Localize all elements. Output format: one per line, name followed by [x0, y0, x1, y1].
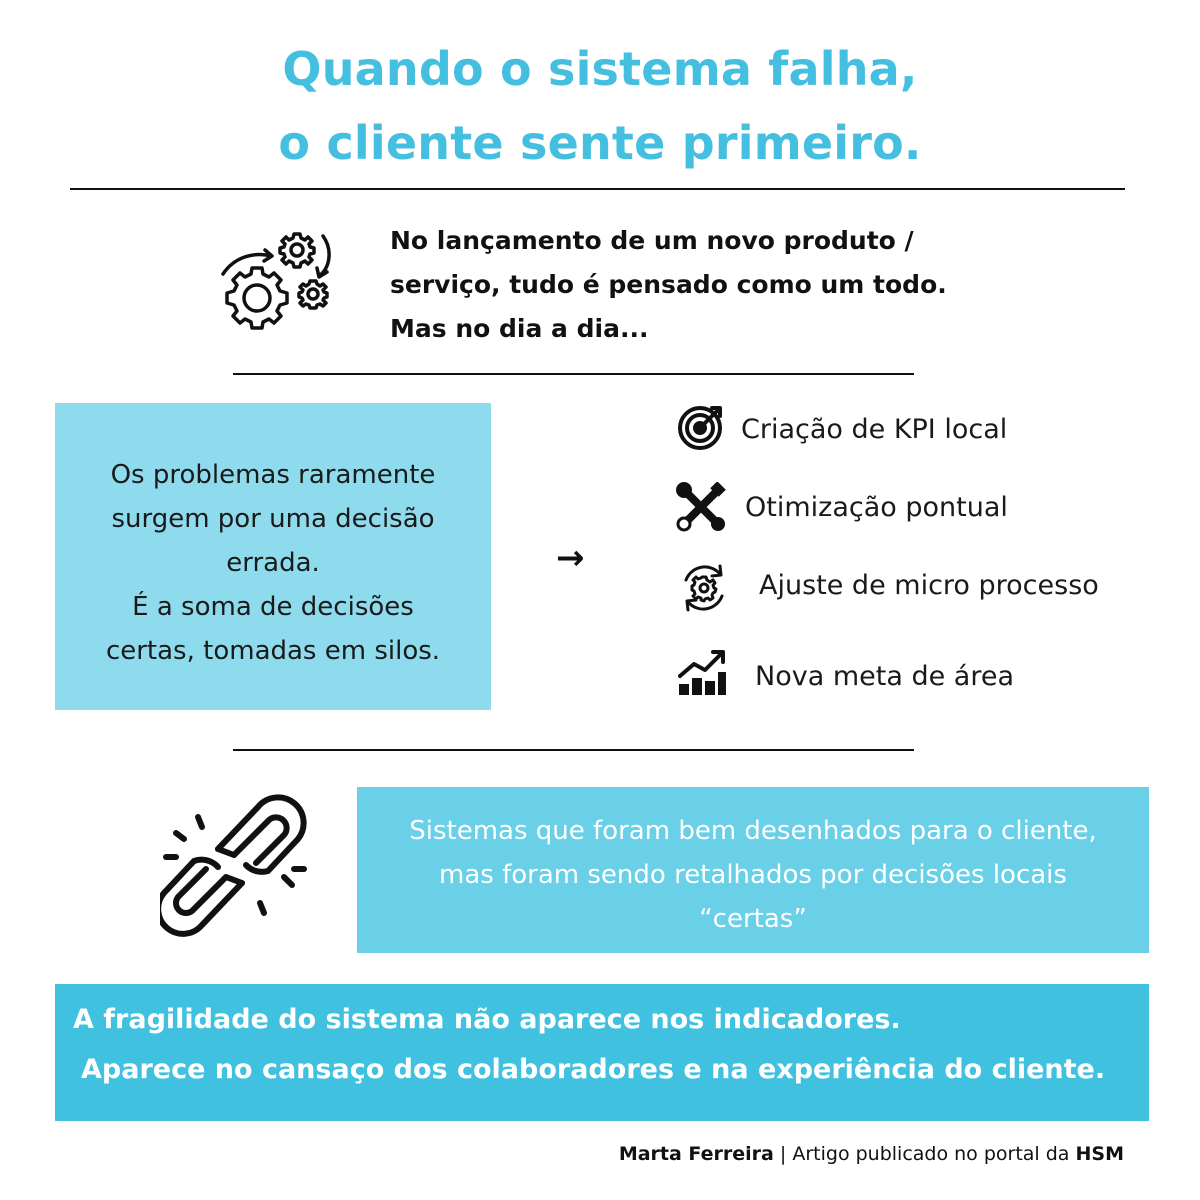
list-divider [233, 749, 914, 751]
conclusion-line-1: A fragilidade do sistema não aparece nos indicadores. [73, 1004, 901, 1035]
growth-chart-icon [677, 648, 727, 696]
gear-cycle-icon [676, 560, 732, 616]
broken-chain-line-2: mas foram sendo retalhados por decisões locais [439, 860, 1067, 890]
title-divider [70, 188, 1125, 190]
target-icon [676, 402, 726, 452]
conclusion-line-2: Aparece no cansaço dos colaboradores e na experiência do cliente. [81, 1054, 1106, 1085]
intro-line-2: serviço, tudo é pensado como um todo. [390, 270, 947, 299]
action-label-micro-process: Ajuste de micro processo [759, 570, 1099, 601]
problem-line-5: certas, tomadas em silos. [105, 636, 441, 666]
broken-chain-line-3: “certas” [699, 904, 807, 934]
broken-chain-line-1: Sistemas que foram bem desenhados para o cliente, [409, 816, 1097, 846]
problem-text [55, 453, 491, 673]
footer-credit [619, 1143, 1124, 1165]
footer-outlet: HSM [1075, 1143, 1124, 1165]
tools-icon [676, 482, 726, 532]
page-title-line-1: Quando o sistema falha, [282, 42, 918, 96]
broken-chain-box [357, 787, 1149, 953]
intro-divider [233, 373, 914, 375]
conclusion-box [55, 984, 1149, 1121]
broken-chain-icon [160, 785, 330, 955]
problem-line-4: É a soma de decisões [132, 592, 414, 622]
page-title-line-2: o cliente sente primeiro. [278, 116, 922, 170]
intro-line-3: Mas no dia a dia... [390, 314, 649, 343]
intro-line-1: No lançamento de um novo produto / [390, 226, 914, 255]
action-label-new-goal: Nova meta de área [755, 661, 1014, 692]
footer-author: Marta Ferreira [618, 1143, 774, 1165]
problem-line-2: surgem por uma decisão [111, 504, 435, 534]
problem-box [55, 403, 491, 710]
broken-chain-text [357, 809, 1149, 941]
problem-line-1: Os problemas raramente [110, 460, 436, 490]
action-label-kpi: Criação de KPI local [741, 414, 1008, 445]
action-label-optimization: Otimização pontual [745, 492, 1008, 523]
footer-separator: | Artigo publicado no portal da [773, 1143, 1076, 1165]
gears-icon [215, 226, 340, 346]
problem-line-3: errada. [226, 548, 320, 578]
arrow-right-icon: → [556, 538, 585, 578]
